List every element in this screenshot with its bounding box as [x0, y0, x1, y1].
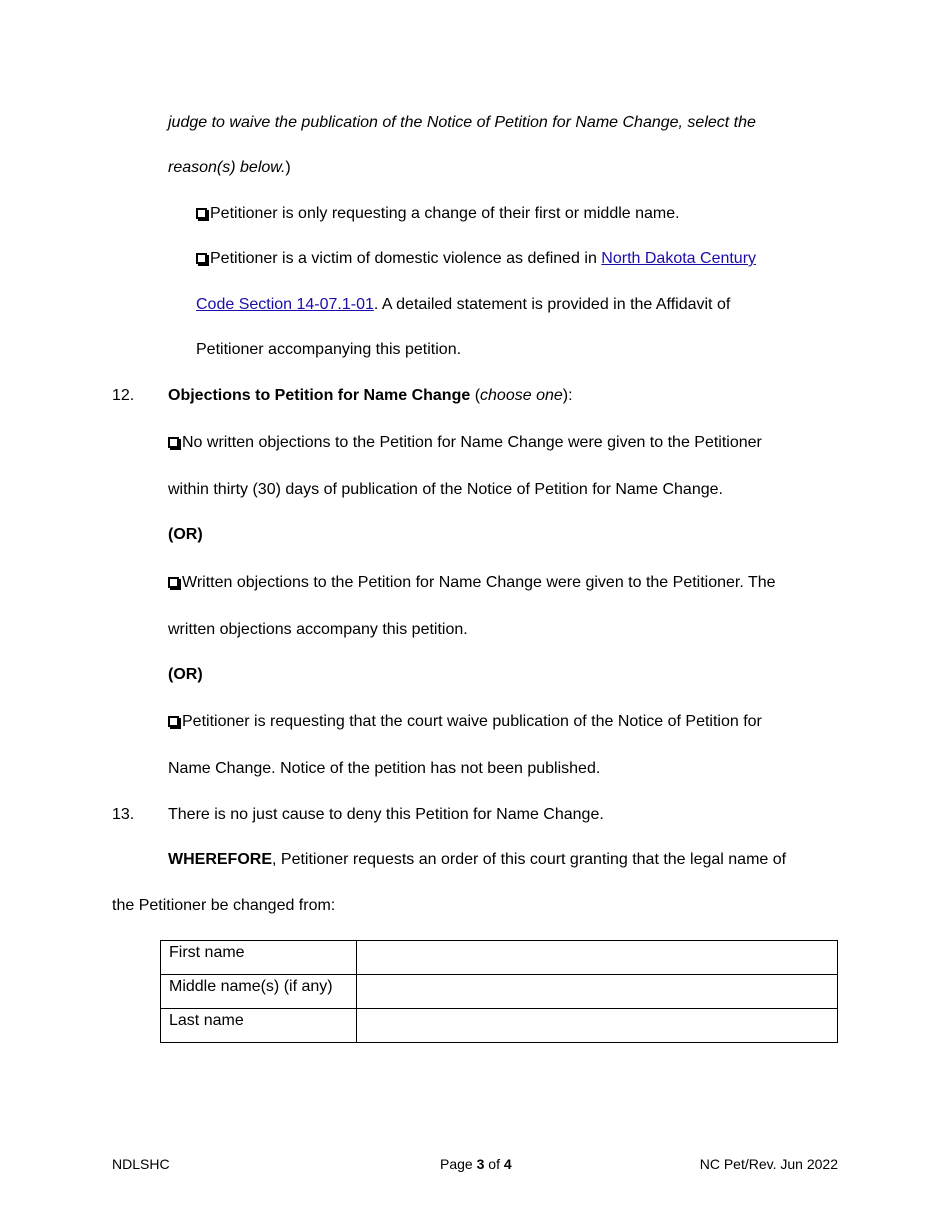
waiver-option-dv-line-3: Petitioner accompanying this petition. — [196, 341, 462, 358]
checkbox-icon[interactable] — [168, 577, 179, 588]
or-separator-2: (OR) — [168, 666, 203, 683]
wherefore-line-1 — [168, 850, 786, 870]
footer-right: NC Pet/Rev. Jun 2022 — [699, 1156, 838, 1172]
wherefore-text: , Petitioner requests an order of this court granting that the legal name of — [272, 851, 787, 868]
wherefore-line-2: the Petitioner be changed from: — [112, 897, 336, 914]
table-row — [161, 941, 838, 975]
objection-option-written-line-2: written objections accompany this petition. — [168, 621, 468, 638]
item-12-heading — [168, 386, 573, 406]
checkbox-icon[interactable] — [196, 253, 207, 264]
intro-line-2-end: ) — [285, 159, 291, 176]
objection-option-waive[interactable] — [168, 712, 762, 732]
item-12-choose: choose one — [480, 387, 563, 404]
intro-line-1: judge to waive the publication of the Notice of Petition for Name Change, select the — [168, 114, 756, 131]
waiver-option-dv[interactable] — [196, 249, 756, 269]
table-row — [161, 975, 838, 1009]
objection-option-none[interactable] — [168, 433, 762, 453]
objection-option-written[interactable] — [168, 573, 776, 593]
last-name-field[interactable] — [357, 1009, 838, 1043]
item-13-number: 13. — [112, 806, 135, 823]
item-13-text: There is no just cause to deny this Petition for Name Change. — [168, 806, 604, 823]
waiver-option-first-middle-label: Petitioner is only requesting a change of their first or middle name. — [210, 205, 680, 222]
middle-name-field[interactable] — [357, 975, 838, 1009]
intro-line-2 — [168, 158, 291, 178]
item-12-paren-close: ): — [562, 387, 573, 404]
footer-page-word: Page — [440, 1156, 477, 1172]
item-12-title: Objections to Petition for Name Change — [168, 387, 471, 404]
middle-name-label: Middle name(s) (if any) — [161, 975, 357, 1009]
first-name-label: First name — [161, 941, 357, 975]
intro-line-2-italic: reason(s) below. — [168, 159, 286, 176]
last-name-label: Last name — [161, 1009, 357, 1043]
first-name-field[interactable] — [357, 941, 838, 975]
objection-option-waive-line-1: Petitioner is requesting that the court waive publication of the Notice of Petition for — [182, 713, 762, 730]
footer-page-current: 3 — [476, 1156, 485, 1172]
footer-left: NDLSHC — [112, 1156, 170, 1172]
checkbox-icon[interactable] — [168, 437, 179, 448]
name-table — [160, 940, 838, 1043]
item-12-paren-open: ( — [470, 387, 481, 404]
waiver-option-first-middle[interactable] — [196, 204, 680, 224]
checkbox-icon[interactable] — [168, 716, 179, 727]
checkbox-icon[interactable] — [196, 208, 207, 219]
objection-option-written-line-1: Written objections to the Petition for Name Change were given to the Petitioner. The — [182, 574, 776, 591]
footer-of-word: of — [484, 1156, 504, 1172]
item-12-number: 12. — [112, 387, 135, 404]
footer-page-total: 4 — [503, 1156, 512, 1172]
objection-option-none-line-2: within thirty (30) days of publication of the Notice of Petition for Name Change. — [168, 481, 723, 498]
waiver-option-dv-suffix: . A detailed statement is provided in the Affidavit of — [373, 296, 731, 313]
or-separator-1: (OR) — [168, 526, 203, 543]
ndcc-link-part-2[interactable]: Code Section 14-07.1-01 — [196, 296, 374, 313]
objection-option-waive-line-2: Name Change. Notice of the petition has not been published. — [168, 760, 601, 777]
wherefore-bold: WHEREFORE — [168, 851, 272, 868]
waiver-option-dv-line-2 — [196, 295, 730, 315]
objection-option-none-line-1: No written objections to the Petition for Name Change were given to the Petitioner — [182, 434, 762, 451]
footer-page-number — [440, 1155, 512, 1173]
table-row — [161, 1009, 838, 1043]
waiver-option-dv-prefix: Petitioner is a victim of domestic violence as defined in — [210, 250, 602, 267]
ndcc-link-part-1[interactable]: North Dakota Century — [601, 250, 757, 267]
